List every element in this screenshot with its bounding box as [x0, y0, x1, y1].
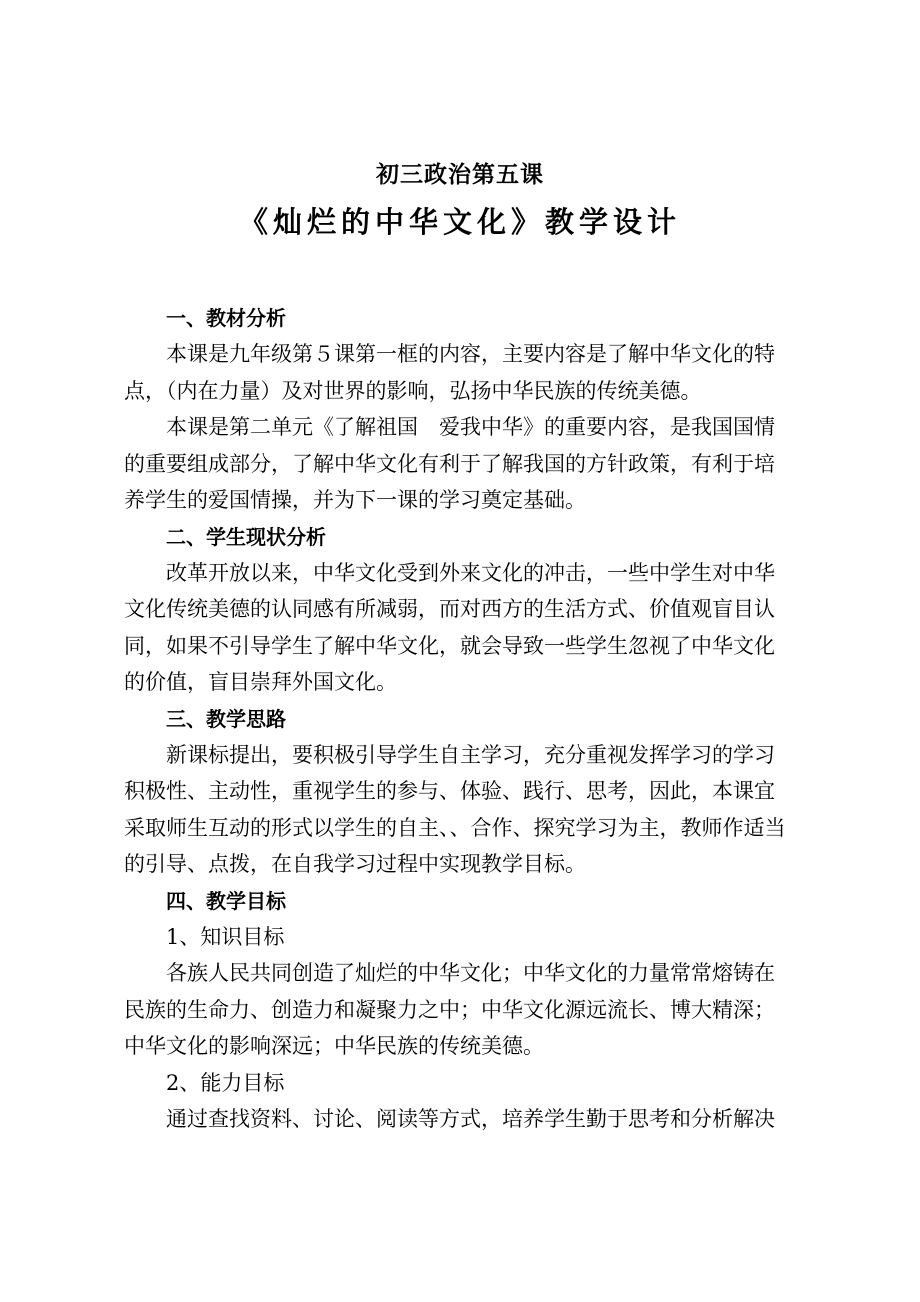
text-line: 各族人民共同创造了灿烂的中华文化；中华文化的力量常常熔铸在 [166, 961, 775, 985]
text-line: 民族的生命力、创造力和凝聚力之中；中华文化源远流长、博大精深； [124, 997, 775, 1022]
section-heading-teaching-approach: 三、教学思路 [166, 706, 286, 731]
text-line: 本课是九年级第５课第一框的内容，主要内容是了解中华文化的特 [166, 342, 775, 366]
paragraph-teaching-approach [124, 737, 806, 883]
text-line: 的价值，盲目崇拜外国文化。 [124, 670, 397, 694]
document-body [124, 300, 806, 1138]
text-line: 新课标提出，要积极引导学生自主学习，充分重视发挥学习的学习 [166, 742, 775, 767]
text-line: 点，（内在力量）及对世界的影响，弘扬中华民族的传统美德。 [124, 378, 702, 403]
subheading-ability-objectives: 2、能力目标 [166, 1070, 285, 1095]
paragraph-textbook-analysis-2 [124, 409, 806, 519]
text-line: 同，如果不引导学生了解中华文化，就会导致一些学生忽视了中华文化 [124, 633, 775, 658]
paragraph-student-analysis [124, 555, 806, 701]
paragraph-ability-objectives [124, 1101, 806, 1138]
text-line: 积极性、主动性，重视学生的参与、体验、践行、思考，因此，本课宜 [124, 779, 775, 803]
document-title-course: 初三政治第五课 [376, 162, 544, 188]
text-line: 养学生的爱国情操，并为下一课的学习奠定基础。 [124, 488, 586, 512]
section-heading-student-analysis: 二、学生现状分析 [166, 524, 326, 549]
text-line: 文化传统美德的认同感有所减弱，而对西方的生活方式、价值观盲目认 [124, 597, 775, 621]
section-heading-textbook-analysis: 一、教材分析 [166, 306, 286, 330]
subheading-knowledge-objectives: 1、知识目标 [166, 924, 285, 949]
text-line: 中华文化的影响深远；中华民族的传统美德。 [124, 1034, 544, 1058]
text-line: 的引导、点拨，在自我学习过程中实现教学目标。 [124, 852, 586, 876]
document-title-main: 《灿烂的中华文化》教学设计 [238, 205, 681, 239]
text-line: 本课是第二单元《了解祖国 爱我中华》的重要内容，是我国国情 [166, 415, 775, 439]
text-line: 采取师生互动的形式以学生的自主、、合作、探究学习为主，教师作适当 [124, 815, 786, 840]
text-line: 通过查找资料、讨论、阅读等方式，培养学生勤于思考和分析解决 [166, 1107, 775, 1131]
paragraph-knowledge-objectives [124, 955, 806, 1065]
section-heading-teaching-objectives: 四、教学目标 [166, 888, 286, 913]
paragraph-textbook-analysis-1 [124, 336, 806, 409]
text-line: 的重要组成部分，了解中华文化有利于了解我国的方针政策，有利于培 [124, 451, 775, 476]
text-line: 改革开放以来，中华文化受到外来文化的冲击，一些中学生对中华 [166, 560, 775, 585]
